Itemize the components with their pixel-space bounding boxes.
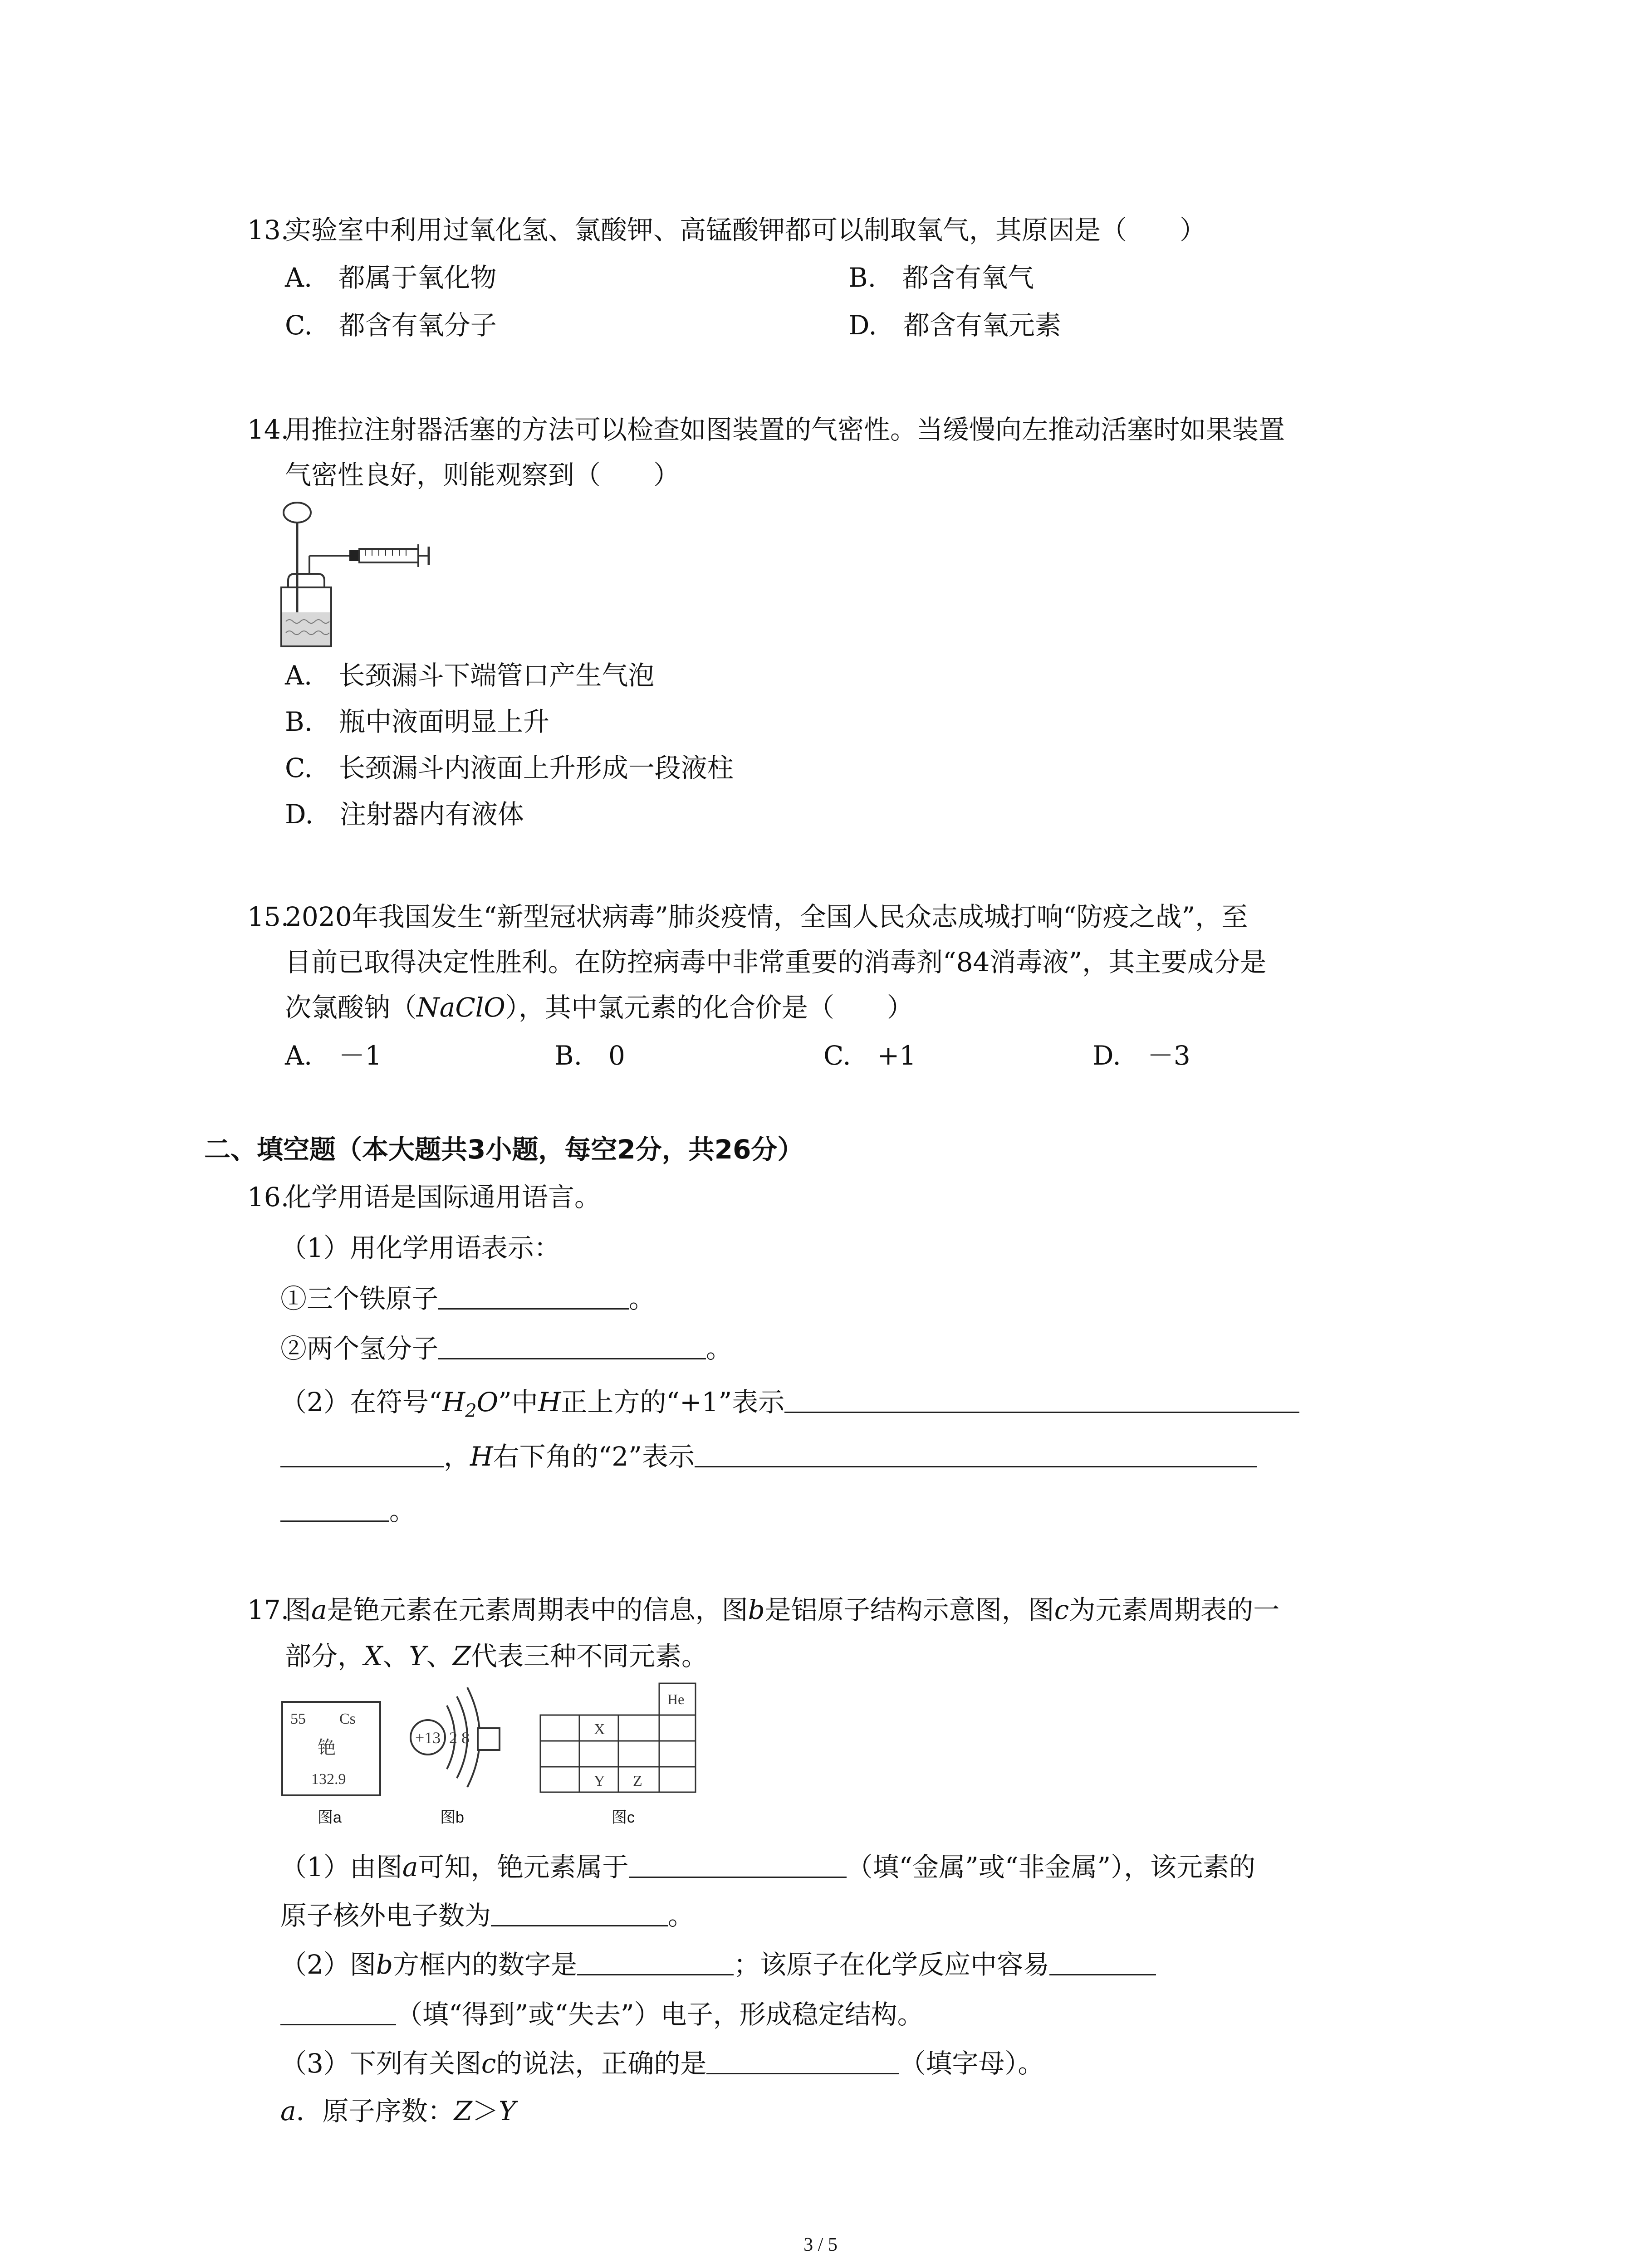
q17-p3-c: （填字母）。 <box>899 2048 1044 2079</box>
q13-option-d: D. 都含有氧元素 <box>848 310 1061 341</box>
q17-opt-a-label: a <box>280 2096 296 2126</box>
q17-answer-blank-1[interactable] <box>629 1853 847 1878</box>
q17-label-b: b <box>748 1594 765 1625</box>
q17-answer-blank-4-cont[interactable] <box>280 2000 396 2025</box>
q17-p1-fig-a: a <box>402 1852 418 1882</box>
q14-stem-line1: 用推拉注射器活塞的方法可以检查如图装置的气密性。当缓慢向左推动活塞时如果装置 <box>285 414 1285 445</box>
q14-option-d: D. 注射器内有液体 <box>285 799 524 830</box>
q17-answer-blank-3[interactable] <box>577 1950 734 1975</box>
q17-part2-line2 <box>280 2000 924 2028</box>
q16-part1b <box>280 1334 732 1362</box>
unknown-electron-box <box>478 1728 500 1750</box>
q16-part1b-text: ②两个氢分子 <box>280 1333 439 1364</box>
q17-p3-fig-c: c <box>481 2048 496 2079</box>
q17-p1-end: 。 <box>668 1900 695 1931</box>
q16-part1: （1）用化学用语表示： <box>280 1232 560 1263</box>
q16-part2-e: 右下角的“2”表示 <box>493 1441 695 1472</box>
page-number: 3 / 5 <box>803 2234 838 2255</box>
q14-option-b: B. 瓶中液面明显上升 <box>285 706 550 737</box>
q17-answer-blank-5[interactable] <box>706 2049 899 2074</box>
q17-p2-fig-b: b <box>376 1949 393 1980</box>
table-label-z: Z <box>633 1773 642 1789</box>
q13-option-b: B. 都含有氧气 <box>848 262 1034 293</box>
q17-sep2: 、 <box>426 1641 453 1672</box>
q17-answer-blank-2[interactable] <box>491 1901 668 1926</box>
element-name: 铯 <box>318 1737 336 1758</box>
q16-symbol-o: O <box>476 1387 499 1418</box>
q16-answer-blank-3[interactable] <box>784 1388 1299 1413</box>
q17-opt-a-y: Y <box>498 2096 516 2126</box>
q17-option-a <box>280 2098 516 2124</box>
q17-stem-1a: 图 <box>285 1594 312 1625</box>
nucleus-charge: +13 <box>415 1729 441 1747</box>
q16-symbol-h: H <box>442 1387 465 1418</box>
q17-stem-1d: 为元素周期表的一 <box>1069 1594 1280 1625</box>
q15-option-b: B. 0 <box>554 1040 625 1071</box>
element-atomic-mass: 132.9 <box>311 1771 346 1788</box>
q17-p3-b: 的说法，正确的是 <box>496 2048 707 2079</box>
q17-elem-x: X <box>364 1641 383 1672</box>
q17-figure-b <box>397 1678 506 1796</box>
q16-part2-h: H <box>538 1387 561 1418</box>
q15-stem-line1: 2020年我国发生“新型冠状病毒”肺炎疫情，全国人民众志成城打响“防疫之战”，至 <box>285 901 1248 932</box>
q17-p1-c: （填“金属”或“非金属”），该元素的 <box>846 1852 1256 1882</box>
q17-part3 <box>280 2049 1044 2077</box>
q13-option-a: A. 都属于氧化物 <box>285 262 497 293</box>
q15-option-d: D. －3 <box>1092 1040 1190 1071</box>
q17-caption-c: 图c <box>612 1809 635 1826</box>
q16-answer-blank-4[interactable] <box>695 1442 1257 1467</box>
q16-part2-a: （2）在符号“ <box>280 1387 442 1418</box>
q16-part2-d: ， <box>444 1441 470 1472</box>
q17-p1-b: 可知，铯元素属于 <box>418 1852 629 1882</box>
q17-stem-2b: 代表三种不同元素。 <box>470 1641 708 1672</box>
q16-part1a-text: ①三个铁原子 <box>280 1283 439 1314</box>
q17-part1-line1 <box>280 1853 1255 1880</box>
q17-elem-z: Z <box>452 1641 471 1672</box>
q17-figure-a <box>280 1700 382 1798</box>
q17-p2-c: ；该原子在化学反应中容易 <box>734 1949 1050 1980</box>
q17-part1-line2 <box>280 1901 694 1929</box>
table-label-x: X <box>594 1721 605 1738</box>
q17-label-a: a <box>311 1594 327 1625</box>
q16-final-period: 。 <box>389 1496 416 1526</box>
q17-sep1: 、 <box>382 1641 409 1672</box>
q17-elem-y: Y <box>409 1641 426 1672</box>
q17-stem-1b: 是铯元素在元素周期表中的信息，图 <box>327 1594 748 1625</box>
q15-stem-line2: 目前已取得决定性胜利。在防控病毒中非常重要的消毒剂“84消毒液”，其主要成分是 <box>285 947 1267 978</box>
q14-apparatus-figure <box>277 499 440 653</box>
q17-opt-a-text: ．原子序数： <box>296 2096 454 2126</box>
q17-stem-line2 <box>285 1641 708 1672</box>
q17-number: 17. <box>247 1594 289 1625</box>
q17-caption-b: 图b <box>440 1809 464 1826</box>
q16-part2-h3: H <box>470 1441 493 1472</box>
element-atomic-number: 55 <box>290 1711 306 1727</box>
q17-caption-a: 图a <box>318 1809 342 1826</box>
q13-number: 13. <box>247 215 289 245</box>
q15-option-c: C. +1 <box>823 1040 916 1071</box>
q17-opt-a-gt: ＞ <box>472 2096 499 2126</box>
q15-stem-line3-a: 次氯酸钠（ <box>285 992 417 1023</box>
q14-number: 14. <box>247 414 289 445</box>
shell-electron-counts: 2 8 <box>449 1729 470 1747</box>
q16-part1a-end: 。 <box>629 1283 656 1314</box>
section2-title: 二、填空题（本大题共3小题，每空2分，共26分） <box>204 1134 804 1165</box>
q16-answer-blank-4-cont[interactable] <box>280 1497 389 1522</box>
q17-stem-1c: 是铝原子结构示意图，图 <box>764 1594 1054 1625</box>
q16-part1a <box>280 1285 655 1312</box>
q16-stem: 化学用语是国际通用语言。 <box>285 1182 601 1212</box>
q16-answer-blank-1[interactable] <box>438 1285 629 1310</box>
q16-part2-c: 正上方的“+1”表示 <box>561 1387 785 1418</box>
q17-p2-a: （2）图 <box>280 1949 376 1980</box>
q16-part2-end <box>280 1497 416 1524</box>
q15-stem-line3-b: ），其中氯元素的化合价是（ ） <box>505 992 913 1023</box>
q15-stem-line3 <box>285 994 913 1021</box>
q17-label-c: c <box>1054 1594 1069 1625</box>
q15-number: 15. <box>247 901 289 932</box>
q13-stem: 实验室中利用过氧化氢、氯酸钾、高锰酸钾都可以制取氧气，其原因是（ ） <box>285 215 1206 245</box>
q14-stem-line2: 气密性良好，则能观察到（ ） <box>285 459 680 490</box>
q16-answer-blank-3-cont[interactable] <box>280 1442 444 1467</box>
element-symbol: Cs <box>339 1711 356 1727</box>
q17-p2-d: （填“得到”或“失去”）电子，形成稳定结构。 <box>396 1999 924 2030</box>
q17-stem-line1 <box>285 1594 1280 1625</box>
q16-part2 <box>280 1388 1299 1420</box>
q16-symbol-sub: 2 <box>465 1400 477 1422</box>
q17-figure-c <box>538 1681 701 1799</box>
q17-p3-a: （3）下列有关图 <box>280 2048 481 2079</box>
table-label-y: Y <box>594 1773 605 1789</box>
q17-p1-d: 原子核外电子数为 <box>280 1900 491 1931</box>
q14-option-a: A. 长颈漏斗下端管口产生气泡 <box>285 660 655 691</box>
q16-answer-blank-2[interactable] <box>438 1334 706 1359</box>
q17-p1-a: （1）由图 <box>280 1852 402 1882</box>
q17-opt-a-z: Z <box>454 2096 472 2126</box>
q15-formula: NaClO <box>416 992 505 1023</box>
q17-p2-b: 方框内的数字是 <box>393 1949 578 1980</box>
q17-stem-2a: 部分， <box>285 1641 364 1672</box>
q16-part2-b: ”中 <box>498 1387 538 1418</box>
q16-part1b-end: 。 <box>706 1333 733 1364</box>
q17-part2-line1 <box>280 1950 1156 1978</box>
q17-answer-blank-4[interactable] <box>1049 1950 1156 1975</box>
q15-option-a: A. －1 <box>285 1040 382 1071</box>
q14-option-c: C. 长颈漏斗内液面上升形成一段液柱 <box>285 753 734 783</box>
q16-part2-cont <box>280 1442 1257 1470</box>
q16-number: 16. <box>247 1182 289 1212</box>
table-label-he: He <box>667 1691 685 1707</box>
q13-option-c: C. 都含有氧分子 <box>285 310 497 341</box>
